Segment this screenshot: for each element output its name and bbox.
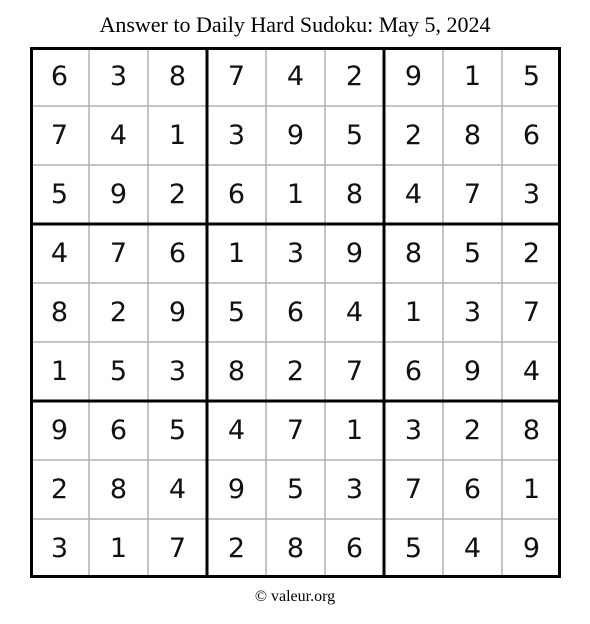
sudoku-cell-r9-c3: 7 <box>168 533 187 564</box>
sudoku-cell-r5-c7: 1 <box>404 297 423 328</box>
sudoku-cell-r8-c2: 8 <box>109 474 128 505</box>
sudoku-cell-r4-c7: 8 <box>404 238 423 269</box>
sudoku-cell-r4-c1: 4 <box>50 238 69 269</box>
sudoku-cell-r1-c6: 2 <box>345 61 364 92</box>
sudoku-cell-r6-c1: 1 <box>50 356 69 387</box>
sudoku-cell-r4-c8: 5 <box>463 238 482 269</box>
sudoku-cell-r6-c3: 3 <box>168 356 187 387</box>
sudoku-cell-r1-c3: 8 <box>168 61 187 92</box>
sudoku-cell-r8-c6: 3 <box>345 474 364 505</box>
sudoku-cell-r7-c7: 3 <box>404 415 423 446</box>
sudoku-cell-r1-c2: 3 <box>109 61 128 92</box>
sudoku-cell-r7-c5: 7 <box>286 415 305 446</box>
sudoku-cell-r6-c2: 5 <box>109 356 128 387</box>
sudoku-cell-r2-c8: 8 <box>463 120 482 151</box>
sudoku-cell-r6-c4: 8 <box>227 356 246 387</box>
sudoku-cell-r4-c6: 9 <box>345 238 364 269</box>
sudoku-cell-r2-c2: 4 <box>109 120 128 151</box>
sudoku-cell-r3-c3: 2 <box>168 179 187 210</box>
cell-grid <box>30 47 561 578</box>
sudoku-cell-r6-c6: 7 <box>345 356 364 387</box>
sudoku-cell-r5-c8: 3 <box>463 297 482 328</box>
sudoku-cell-r3-c4: 6 <box>227 179 246 210</box>
sudoku-cell-r6-c5: 2 <box>286 356 305 387</box>
sudoku-cell-r4-c2: 7 <box>109 238 128 269</box>
sudoku-cell-r9-c7: 5 <box>404 533 423 564</box>
sudoku-cell-r3-c9: 3 <box>522 179 541 210</box>
sudoku-cell-r3-c8: 7 <box>463 179 482 210</box>
sudoku-cell-r1-c8: 1 <box>463 61 482 92</box>
sudoku-cell-r7-c1: 9 <box>50 415 69 446</box>
sudoku-cell-r9-c6: 6 <box>345 533 364 564</box>
sudoku-cell-r5-c4: 5 <box>227 297 246 328</box>
sudoku-cell-r2-c4: 3 <box>227 120 246 151</box>
sudoku-cell-r2-c5: 9 <box>286 120 305 151</box>
sudoku-cell-r8-c1: 2 <box>50 474 69 505</box>
sudoku-cell-r8-c3: 4 <box>168 474 187 505</box>
sudoku-cell-r2-c9: 6 <box>522 120 541 151</box>
sudoku-cell-r8-c5: 5 <box>286 474 305 505</box>
sudoku-board <box>30 47 561 578</box>
sudoku-cell-r6-c7: 6 <box>404 356 423 387</box>
sudoku-cell-r4-c4: 1 <box>227 238 246 269</box>
sudoku-cell-r3-c2: 9 <box>109 179 128 210</box>
sudoku-cell-r1-c4: 7 <box>227 61 246 92</box>
sudoku-cell-r5-c5: 6 <box>286 297 305 328</box>
sudoku-cell-r8-c7: 7 <box>404 474 423 505</box>
sudoku-cell-r2-c3: 1 <box>168 120 187 151</box>
sudoku-cell-r2-c6: 5 <box>345 120 364 151</box>
sudoku-cell-r9-c9: 9 <box>522 533 541 564</box>
sudoku-cell-r2-c7: 2 <box>404 120 423 151</box>
sudoku-cell-r7-c6: 1 <box>345 415 364 446</box>
sudoku-cell-r7-c8: 2 <box>463 415 482 446</box>
sudoku-cell-r7-c3: 5 <box>168 415 187 446</box>
sudoku-cell-r7-c4: 4 <box>227 415 246 446</box>
sudoku-cell-r1-c9: 5 <box>522 61 541 92</box>
sudoku-cell-r5-c2: 2 <box>109 297 128 328</box>
sudoku-cell-r3-c6: 8 <box>345 179 364 210</box>
sudoku-cell-r3-c5: 1 <box>286 179 305 210</box>
sudoku-cell-r8-c9: 1 <box>522 474 541 505</box>
sudoku-cell-r4-c3: 6 <box>168 238 187 269</box>
sudoku-cell-r9-c8: 4 <box>463 533 482 564</box>
sudoku-cell-r9-c2: 1 <box>109 533 128 564</box>
sudoku-cell-r1-c7: 9 <box>404 61 423 92</box>
sudoku-cell-r1-c1: 6 <box>50 61 69 92</box>
sudoku-cell-r6-c9: 4 <box>522 356 541 387</box>
sudoku-cell-r5-c6: 4 <box>345 297 364 328</box>
sudoku-cell-r5-c1: 8 <box>50 297 69 328</box>
sudoku-cell-r9-c1: 3 <box>50 533 69 564</box>
copyright-footer: © valeur.org <box>254 588 336 605</box>
sudoku-cell-r4-c9: 2 <box>522 238 541 269</box>
sudoku-cell-r1-c5: 4 <box>286 61 305 92</box>
sudoku-cell-r7-c2: 6 <box>109 415 128 446</box>
sudoku-cell-r3-c7: 4 <box>404 179 423 210</box>
sudoku-cell-r6-c8: 9 <box>463 356 482 387</box>
sudoku-cell-r9-c4: 2 <box>227 533 246 564</box>
sudoku-cell-r7-c9: 8 <box>522 415 541 446</box>
sudoku-cell-r2-c1: 7 <box>50 120 69 151</box>
sudoku-cell-r3-c1: 5 <box>50 179 69 210</box>
sudoku-cell-r8-c8: 6 <box>463 474 482 505</box>
sudoku-cell-r4-c5: 3 <box>286 238 305 269</box>
sudoku-cell-r8-c4: 9 <box>227 474 246 505</box>
sudoku-cell-r5-c9: 7 <box>522 297 541 328</box>
page-title: Answer to Daily Hard Sudoku: May 5, 2024 <box>99 12 491 37</box>
sudoku-cell-r5-c3: 9 <box>168 297 187 328</box>
sudoku-cell-r9-c5: 8 <box>286 533 305 564</box>
